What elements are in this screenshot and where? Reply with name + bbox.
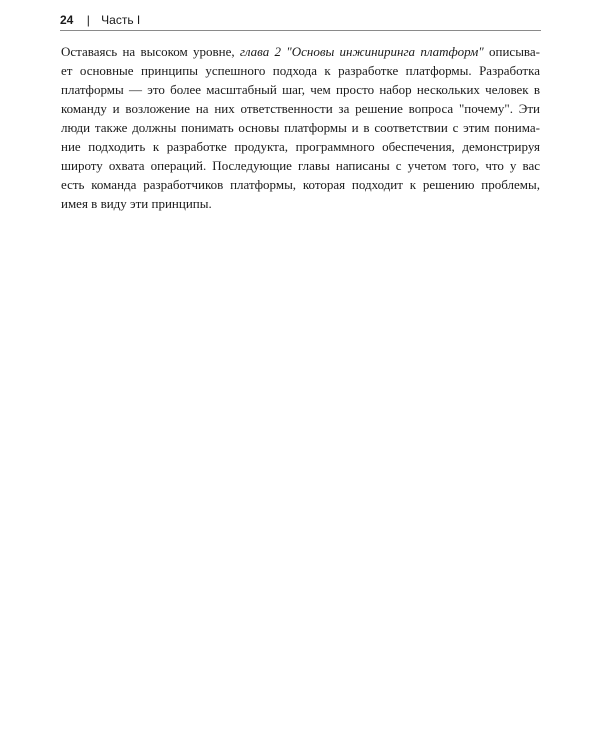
paragraph-line [61,42,540,61]
running-head [60,10,541,31]
paragraph-line: платформы — это более масштабный шаг, чем просто набор нескольких человек в [61,82,540,97]
chapter-reference: глава 2 "Основы инжиниринга платформ" [239,44,484,59]
paragraph-line: команду и возложение на них ответственности за решение вопроса "почему". Эти [61,101,540,116]
line-text: Оставаясь на высоком уровне, [61,44,240,59]
header-separator: | [86,13,90,27]
body-paragraph [61,42,540,213]
paragraph-line: ет основные принципы успешного подхода к разработке платформы. Разработка [61,63,540,78]
paragraph-line: люди также должны понимать основы платформы и в соответствии с этим понима- [61,120,540,135]
line-text: описыва- [483,44,540,59]
page-number: 24 [60,13,74,27]
part-label: Часть I [101,13,141,27]
paragraph-line: имея в виду эти принципы. [61,196,212,211]
paragraph-line: широту охвата операций. Последующие главы написаны с учетом того, что у вас [61,158,540,173]
paragraph-line: есть команда разработчиков платформы, которая подходит к решению проблемы, [61,177,540,192]
paragraph-line: ние подходить к разработке продукта, программного обеспечения, демонстрируя [61,139,540,154]
